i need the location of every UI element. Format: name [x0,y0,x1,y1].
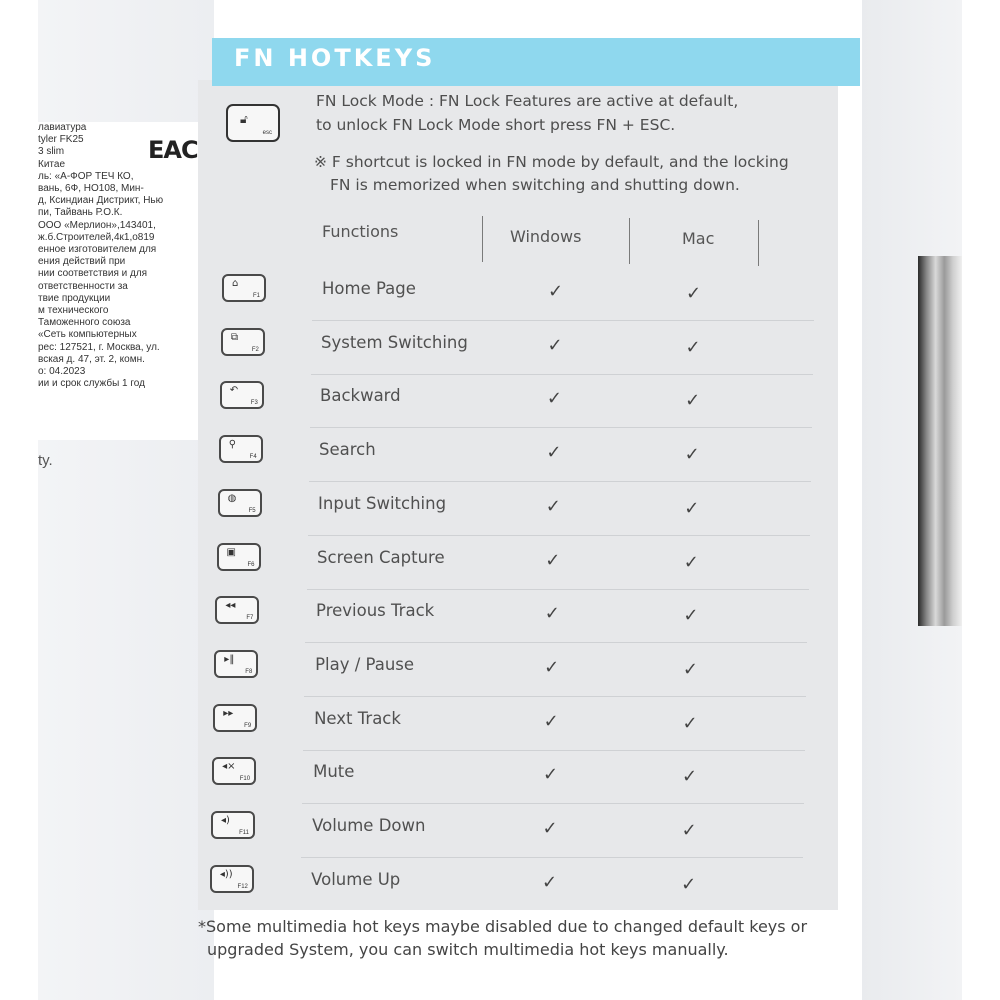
fn-key-glyph-icon: ▸▸ [223,707,234,719]
sticker-line: вань, 6Ф, НО108, Мин- [38,183,144,195]
function-label: Volume Down [312,816,426,835]
fn-key-f12 [210,865,254,893]
fn-lock-note-3: ※ F shortcut is locked in FN mode by default, and the locking [314,153,789,171]
footer-note-1: *Some multimedia hot keys maybe disabled due to changed default keys or [198,917,808,936]
page-title: FN HOTKEYS [234,44,436,72]
windows-check-icon: ✓ [545,495,561,517]
sticker-tail-text: ty. [38,452,53,469]
row-divider [303,750,805,751]
header-divider-3 [758,220,759,266]
fn-key-glyph-icon: ⧉ [230,331,239,343]
fn-key-f1 [222,274,266,302]
side-flap-edge [918,256,962,626]
fn-key-f7 [215,596,259,624]
footer-note-2: upgraded System, you can switch multimedia hot keys manually. [207,940,729,959]
fn-key-glyph-icon: ⚲ [228,439,237,451]
row-divider [309,481,811,482]
windows-check-icon: ✓ [548,281,564,302]
sticker-line: пи, Тайвань Р.О.К. [38,207,123,219]
fn-key-f5 [218,489,262,517]
row-divider [307,589,809,590]
sticker-line: Таможенного союза [38,317,131,329]
sticker-line: ООО «Мерлион»,143401, [38,219,156,231]
fn-key-glyph-icon: ⌂ [232,278,239,289]
fn-key-label: F9 [244,722,252,729]
fn-key-glyph-icon: ◂) [221,815,230,826]
windows-check-icon: ✓ [544,603,560,625]
sticker-line: твие продукции [38,292,111,304]
product-sticker [38,122,198,440]
fn-key-f2 [221,328,265,356]
function-label: Next Track [314,708,401,728]
sticker-line: Китае [38,158,66,170]
mac-check-icon: ✓ [683,551,699,573]
header-functions: Functions [322,222,399,241]
sticker-line: ии и срок службы 1 год [38,378,145,390]
mac-check-icon: ✓ [682,766,698,788]
fn-key-glyph-icon: ▸‖ [224,653,235,665]
sticker-line: енное изготовителем для [38,244,157,256]
function-label: Backward [320,386,401,406]
row-divider [304,696,806,697]
sticker-line: tyler FK25 [38,134,84,146]
fn-key-glyph-icon: ▣ [226,546,236,558]
sticker-line: ответственности за [38,280,128,292]
function-label: System Switching [321,332,468,352]
function-label: Screen Capture [317,547,445,567]
fn-key-f3 [220,381,264,409]
row-divider [305,642,807,643]
sticker-line: нии соответствия и для [38,268,148,280]
sticker-line: рес: 127521, г. Москва, ул. [38,341,160,353]
fn-key-glyph-icon: ◂◂ [225,600,236,612]
fn-key-label: F7 [246,615,254,622]
fn-key-label: F10 [239,776,251,783]
header-divider-2 [629,218,630,264]
row-divider [308,535,810,536]
fn-key-label: F2 [251,346,259,353]
sticker-line: «Сеть компьютерных [38,329,137,341]
fn-key-f10 [212,757,256,785]
function-label: Previous Track [316,601,435,621]
windows-check-icon: ✓ [546,442,562,464]
fn-key-glyph-icon: ◂)) [219,868,233,880]
mac-check-icon: ✓ [685,390,701,412]
fn-key-f8 [214,650,258,678]
windows-check-icon: ✓ [541,871,558,893]
esc-key [226,104,280,142]
function-label: Volume Up [311,869,401,889]
sticker-line: вская д. 47, эт. 2, комн. [38,353,145,365]
mac-check-icon: ✓ [682,712,698,734]
row-divider [301,857,803,858]
header-mac: Mac [682,229,715,248]
fn-key-label: F6 [247,561,255,568]
mac-check-icon: ✓ [682,658,698,680]
mac-check-icon: ✓ [684,497,700,519]
sticker-line: ж.б.Строителей,4к1,о819 [38,231,155,243]
fn-key-label: F12 [237,883,248,890]
sticker-line: лавиатура [38,122,87,133]
mac-check-icon: ✓ [684,444,700,466]
sticker-line: о: 04.2023 [38,366,86,378]
fn-key-glyph-icon: ↶ [229,385,239,397]
mac-check-icon: ✓ [685,336,701,358]
windows-check-icon: ✓ [546,388,562,410]
function-label: Home Page [322,279,416,298]
function-label: Input Switching [318,493,447,513]
windows-check-icon: ✓ [543,764,559,786]
fn-key-f6 [217,543,261,571]
sticker-line: м технического [38,305,109,317]
function-label: Mute [313,762,355,782]
fn-key-f4 [219,435,263,463]
sticker-line: 3 slim [38,146,65,158]
function-label: Play / Pause [315,654,415,674]
eac-mark: EAC [148,136,198,164]
row-divider [311,374,813,375]
fn-key-label: F1 [252,293,260,299]
fn-key-label: F11 [239,830,249,836]
esc-key-label: esc [262,130,272,136]
sticker-line: ения действий при [38,256,126,268]
mac-check-icon: ✓ [681,820,697,841]
mac-check-icon: ✓ [681,873,697,895]
row-divider [312,320,814,321]
windows-check-icon: ✓ [547,334,563,356]
windows-check-icon: ✓ [544,656,560,678]
row-divider [302,803,804,804]
header-divider-1 [482,216,483,262]
function-label: Search [319,440,376,460]
fn-lock-note-4: FN is memorized when switching and shutting down. [330,176,740,194]
unlock-icon: 🔓︎ [240,112,248,126]
sticker-line: д, Ксиндиан Дистрикт, Нью [38,195,164,207]
header-windows: Windows [510,227,582,246]
hotkey-panel [198,80,838,910]
windows-check-icon: ✓ [545,549,561,571]
fn-key-label: F8 [245,668,253,675]
fn-key-glyph-icon: ◍ [227,492,237,504]
fn-lock-note-1: FN Lock Mode : FN Lock Features are active at default, [316,92,739,110]
fn-key-f11 [211,811,255,839]
sticker-line: ль: «А-ФОР ТЕЧ КО, [38,170,134,182]
fn-key-label: F4 [249,454,257,461]
row-divider [310,427,812,428]
mac-check-icon: ✓ [683,605,699,627]
mac-check-icon: ✓ [686,283,702,304]
fn-key-label: F5 [248,507,256,514]
windows-check-icon: ✓ [543,710,559,732]
fn-key-f9 [213,704,257,732]
fn-key-glyph-icon: ◂× [222,761,236,773]
fn-lock-note-2: to unlock FN Lock Mode short press FN + ESC. [316,116,676,134]
windows-check-icon: ✓ [542,818,558,839]
fn-key-label: F3 [250,400,258,407]
